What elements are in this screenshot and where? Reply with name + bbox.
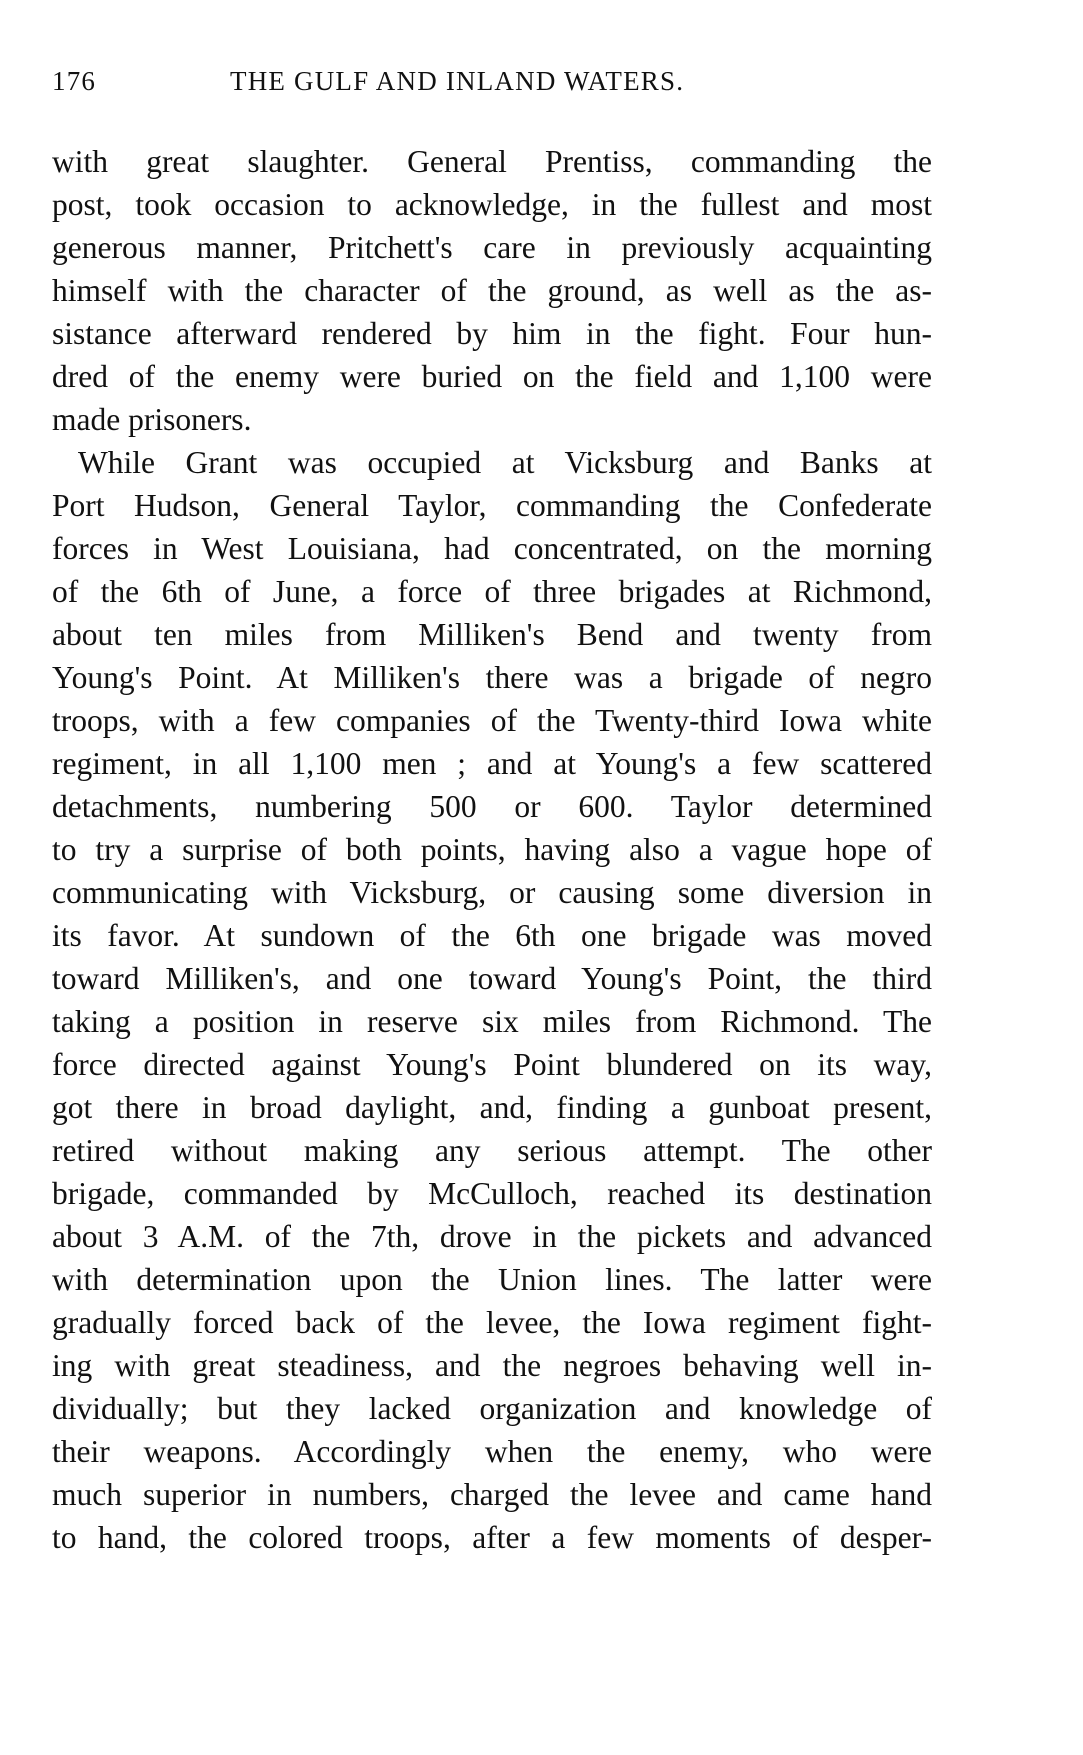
text-line: Young's Point. At Milliken's there was a brigade of negro	[52, 660, 932, 695]
text-line: forces in West Louisiana, had concentrated, on the morning	[52, 531, 932, 566]
text-line: generous manner, Pritchett's care in previously acquainting	[52, 230, 932, 265]
text-line: troops, with a few companies of the Twenty-third Iowa white	[52, 703, 932, 738]
text-line: their weapons. Accordingly when the enemy, who were	[52, 1434, 932, 1469]
paragraph-1	[52, 140, 932, 441]
text-line: retired without making any serious attempt. The other	[52, 1133, 932, 1168]
text-line: with determination upon the Union lines. The latter were	[52, 1262, 932, 1297]
body-text	[52, 140, 932, 1645]
text-line: about ten miles from Milliken's Bend and twenty from	[52, 617, 932, 652]
text-line: detachments, numbering 500 or 600. Taylor determined	[52, 789, 932, 824]
text-line: gradually forced back of the levee, the Iowa regiment fight-	[52, 1305, 932, 1340]
text-line: about 3 A.M. of the 7th, drove in the pickets and advanced	[52, 1219, 932, 1254]
text-line: himself with the character of the ground, as well as the as-	[52, 273, 932, 308]
running-head	[52, 66, 932, 106]
text-line: regiment, in all 1,100 men ; and at Young's a few scattered	[52, 746, 932, 781]
paragraph-2	[52, 441, 932, 1645]
text-line: taking a position in reserve six miles from Richmond. The	[52, 1004, 932, 1039]
text-line: force directed against Young's Point blundered on its way,	[52, 1047, 932, 1082]
running-title: THE GULF AND INLAND WATERS.	[230, 66, 685, 96]
text-line: Port Hudson, General Taylor, commanding the Confederate	[52, 488, 932, 523]
text-line: dred of the enemy were buried on the field and 1,100 were	[52, 359, 932, 394]
text-line: of the 6th of June, a force of three brigades at Richmond,	[52, 574, 932, 609]
text-line	[52, 1559, 932, 1602]
page-number: 176	[52, 66, 97, 96]
text-line: ing with great steadiness, and the negroes behaving well in-	[52, 1348, 932, 1383]
text-line: with great slaughter. General Prentiss, commanding the	[52, 144, 932, 179]
text-line: communicating with Vicksburg, or causing some diversion in	[52, 875, 932, 910]
text-line: dividually; but they lacked organization and knowledge of	[52, 1391, 932, 1426]
text-line: to hand, the colored troops, after a few moments of desper-	[52, 1520, 932, 1555]
text-line: toward Milliken's, and one toward Young's Point, the third	[52, 961, 932, 996]
text-line: its favor. At sundown of the 6th one brigade was moved	[52, 918, 932, 953]
text-line: made prisoners.	[52, 402, 252, 437]
text-line: brigade, commanded by McCulloch, reached its destination	[52, 1176, 932, 1211]
text-line: While Grant was occupied at Vicksburg and Banks at	[78, 445, 932, 480]
text-line: post, took occasion to acknowledge, in the fullest and most	[52, 187, 932, 222]
text-line: to try a surprise of both points, having also a vague hope of	[52, 832, 932, 867]
text-line: got there in broad daylight, and, finding a gunboat present,	[52, 1090, 932, 1125]
text-line: much superior in numbers, charged the levee and came hand	[52, 1477, 932, 1512]
text-line: sistance afterward rendered by him in the fight. Four hun-	[52, 316, 932, 351]
text-line	[52, 1602, 932, 1645]
